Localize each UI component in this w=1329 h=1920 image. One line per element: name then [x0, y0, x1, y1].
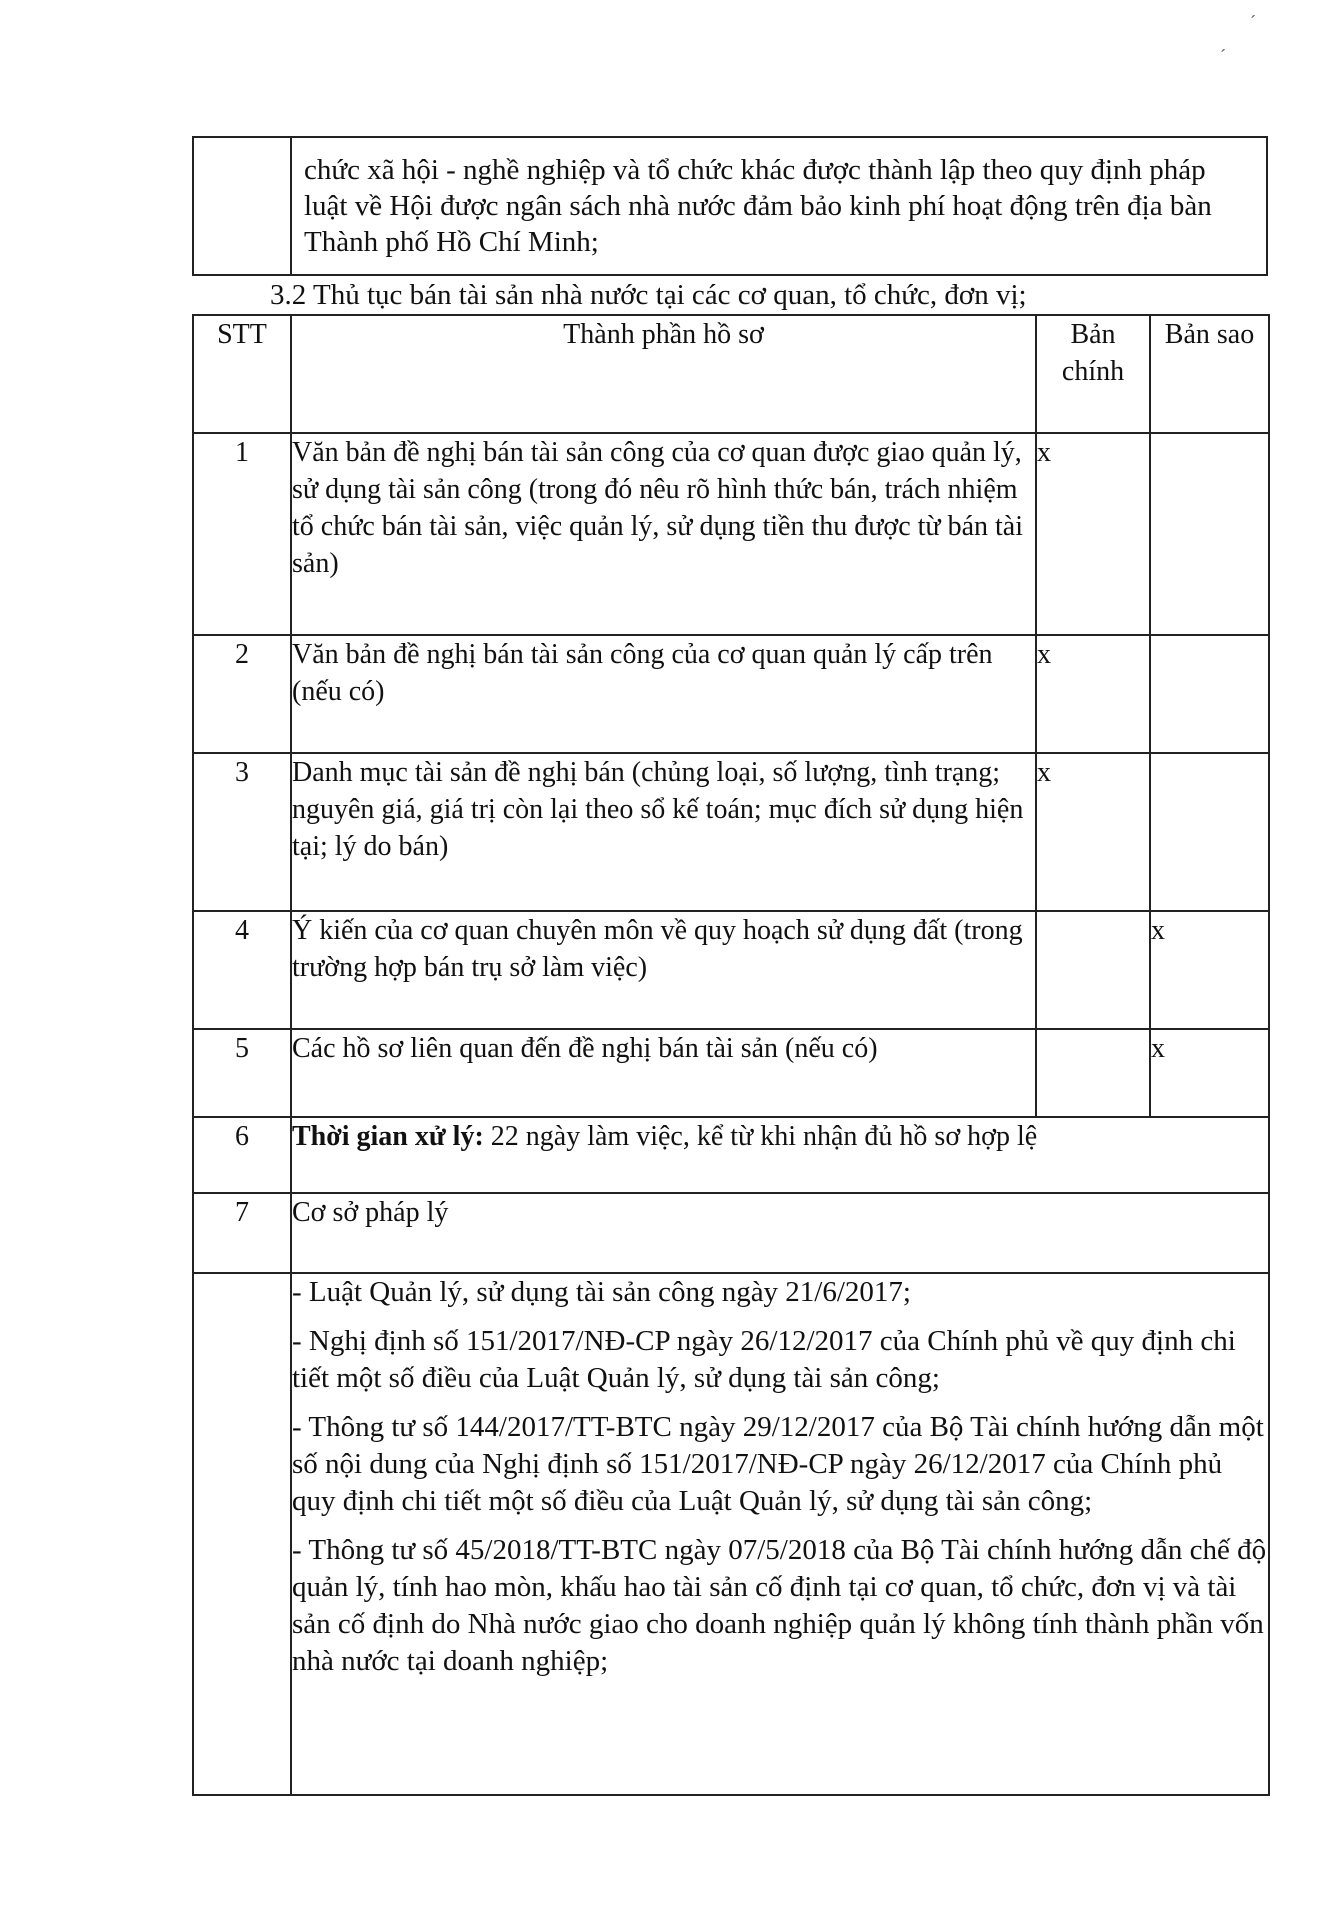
legal-basis-row: [193, 1273, 1269, 1795]
section-heading: 3.2 Thủ tục bán tài sản nhà nước tại các cơ quan, tổ chức, đơn vị;: [270, 279, 1027, 311]
row-document: Văn bản đề nghị bán tài sản công của cơ quan được giao quản lý, sử dụng tài sản công (trong đó nêu rõ hình thức bán, trách nhiệm tổ chức bán tài sản, việc quản lý, sử dụng tiền thu được từ bán tài sản): [291, 433, 1036, 635]
scan-speck: ˊ: [1220, 46, 1226, 66]
row-copy-mark: x: [1150, 1029, 1269, 1117]
row-document: Ý kiến của cơ quan chuyên môn về quy hoạch sử dụng đất (trong trường hợp bán trụ sở làm việc): [291, 911, 1036, 1029]
scan-speck: ˊ: [1250, 12, 1256, 32]
header-dossier-components: Thành phần hồ sơ: [291, 315, 1036, 433]
legal-basis-item: - Thông tư số 45/2018/TT-BTC ngày 07/5/2018 của Bộ Tài chính hướng dẫn chế độ quản lý, tính hao mòn, khấu hao tài sản cố định tại cơ quan, tổ chức, đơn vị và tài sản cố định do Nhà nước giao cho doanh nghiệp quản lý không tính thành phần vốn nhà nước tại doanh nghiệp;: [292, 1534, 1267, 1677]
row-stt: 6: [193, 1117, 291, 1193]
continuation-text: chức xã hội - nghề nghiệp và tổ chức khác được thành lập theo quy định pháp luật về Hội được ngân sách nhà nước đảm bảo kinh phí hoạt động trên địa bàn Thành phố Hồ Chí Minh;: [304, 154, 1212, 258]
row-stt: 2: [193, 635, 291, 753]
processing-time-cell: [291, 1117, 1269, 1193]
row-copy-mark: [1150, 433, 1269, 635]
legal-basis-item: - Luật Quản lý, sử dụng tài sản công ngày 21/6/2017;: [292, 1276, 911, 1308]
processing-time-value: 22 ngày làm việc, kể từ khi nhận đủ hồ sơ hợp lệ: [483, 1121, 1038, 1152]
row-copy-mark: x: [1150, 911, 1269, 1029]
row-stt: 1: [193, 433, 291, 635]
table-row: [193, 753, 1269, 911]
row-original-mark: x: [1036, 433, 1150, 635]
table-row: [193, 635, 1269, 753]
row-original-mark: [1036, 911, 1150, 1029]
legal-basis-label: Cơ sở pháp lý: [291, 1193, 1269, 1273]
row-stt: 3: [193, 753, 291, 911]
row-original-mark: x: [1036, 635, 1150, 753]
row-document: Các hồ sơ liên quan đến đề nghị bán tài sản (nếu có): [291, 1029, 1036, 1117]
continuation-table: [192, 136, 1268, 276]
legal-basis-stt-cell: [193, 1273, 291, 1795]
row-stt: 4: [193, 911, 291, 1029]
continuation-stt-cell: [194, 138, 292, 274]
header-stt: STT: [193, 315, 291, 433]
table-row: [193, 911, 1269, 1029]
processing-time-label: Thời gian xử lý:: [292, 1121, 484, 1152]
processing-time-row: [193, 1117, 1269, 1193]
legal-basis-label-row: [193, 1193, 1269, 1273]
header-copy: Bản sao: [1150, 315, 1269, 433]
row-original-mark: x: [1036, 753, 1150, 911]
dossier-table: [192, 314, 1270, 1796]
legal-basis-item: - Nghị định số 151/2017/NĐ-CP ngày 26/12/2017 của Chính phủ về quy định chi tiết một số điều của Luật Quản lý, sử dụng tài sản công;: [292, 1325, 1236, 1394]
row-original-mark: [1036, 1029, 1150, 1117]
legal-basis-item: - Thông tư số 144/2017/TT-BTC ngày 29/12/2017 của Bộ Tài chính hướng dẫn một số nội dung của Nghị định số 151/2017/NĐ-CP ngày 26/12/2017 của Chính phủ quy định chi tiết một số điều của Luật Quản lý, sử dụng tài sản công;: [292, 1411, 1264, 1517]
table-header-row: [193, 315, 1269, 433]
header-original: Bản chính: [1036, 315, 1150, 433]
table-row: [193, 1029, 1269, 1117]
row-document: Danh mục tài sản đề nghị bán (chủng loại, số lượng, tình trạng; nguyên giá, giá trị còn lại theo sổ kế toán; mục đích sử dụng hiện tại; lý do bán): [291, 753, 1036, 911]
row-document: Văn bản đề nghị bán tài sản công của cơ quan quản lý cấp trên (nếu có): [291, 635, 1036, 753]
row-copy-mark: [1150, 635, 1269, 753]
row-stt: 7: [193, 1193, 291, 1273]
row-copy-mark: [1150, 753, 1269, 911]
row-stt: 5: [193, 1029, 291, 1117]
table-row: [193, 433, 1269, 635]
legal-basis-list: [291, 1273, 1269, 1795]
